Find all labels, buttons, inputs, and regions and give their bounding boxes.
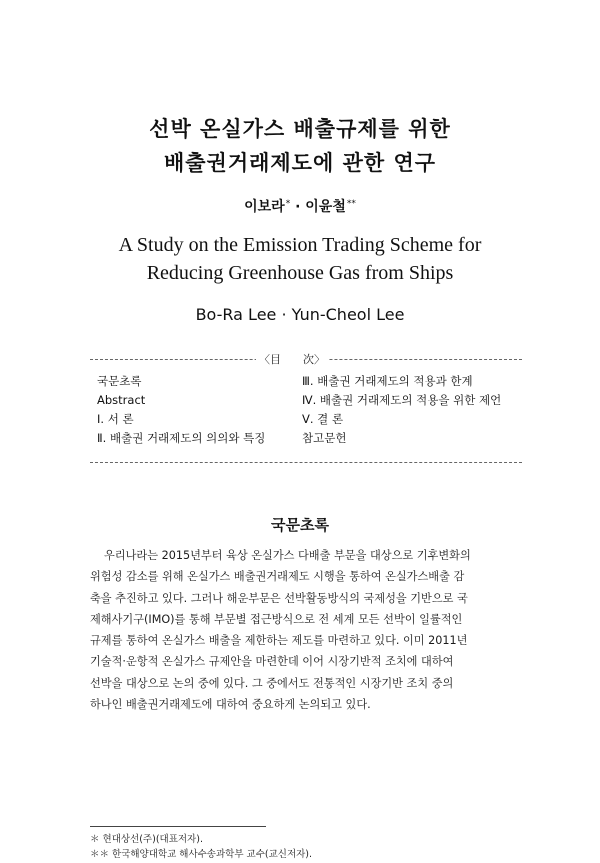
- abstract-line: 축을 추진하고 있다. 그러나 해운부문은 선박활동방식의 국제성을 기반으로 국: [90, 591, 468, 605]
- abstract-line: 규제를 통하여 온실가스 배출을 제한하는 제도를 마련하고 있다. 이미 2011년: [90, 634, 468, 648]
- abstract-line: 우리나라는 2015년부터 육상 온실가스 다배출 부문을 대상으로 기후변화의: [104, 549, 471, 562]
- author-1-mark: *: [285, 199, 291, 209]
- korean-title-line-1: 선박 온실가스 배출규제를 위한: [149, 117, 451, 141]
- abstract-line: 위험성 감소를 위해 온실가스 배출권거래제도 시행을 통하여 온실가스배출 감: [90, 570, 465, 584]
- abstract-body: [90, 545, 522, 715]
- toc-item: Ⅱ. 배출권 거래제도의 의의와 특징: [97, 431, 266, 445]
- toc-item: Ⅲ. 배출권 거래제도의 적용과 한계: [302, 374, 473, 388]
- english-authors: Bo-Ra Lee · Yun-Cheol Lee: [195, 305, 405, 324]
- author-1-name: 이보라: [244, 199, 285, 215]
- korean-authors: [0, 196, 600, 216]
- author-2-mark: **: [346, 199, 356, 209]
- abstract-line: 제해사기구(IMO)를 통해 부문별 접근방식으로 전 세계 모든 선박이 일률적인: [90, 612, 463, 626]
- toc-item: Ⅳ. 배출권 거래제도의 적용을 위한 제언: [302, 393, 502, 407]
- abstract-line: 선박을 대상으로 논의 중에 있다. 그 중에서도 전통적인 시장기반 조치 중의: [90, 676, 454, 690]
- footnote-1: ＊ 현대상선(주)(대표저자).: [90, 834, 203, 845]
- abstract-line: 기술적·운항적 온실가스 규제안을 마련한데 이어 시장기반적 조치에 대하여: [90, 655, 454, 669]
- toc-right-column: [302, 372, 501, 448]
- english-title-line-2: Reducing Greenhouse Gas from Ships: [146, 262, 454, 284]
- footnote-2: ＊＊ 한국해양대학교 해사수송과학부 교수(교신저자).: [90, 849, 313, 860]
- toc-item: Ⅴ. 결 론: [302, 412, 344, 426]
- abstract-line: 하나인 배출권거래제도에 대하여 중요하게 논의되고 있다.: [90, 698, 371, 712]
- toc-item: Ⅰ. 서 론: [97, 412, 134, 426]
- author-separator: ·: [290, 199, 306, 215]
- author-2-name: 이윤철: [305, 199, 346, 215]
- english-title-line-1: A Study on the Emission Trading Scheme for: [118, 234, 482, 256]
- toc-item: 참고문헌: [302, 431, 347, 445]
- abstract-heading: 국문초록: [271, 516, 329, 534]
- toc-label: 〈目 次〉: [256, 351, 328, 367]
- toc-left-column: [97, 372, 265, 448]
- toc-item: Abstract: [97, 393, 146, 407]
- footnotes: [90, 832, 522, 862]
- footnote-divider: [90, 826, 266, 827]
- toc-item: 국문초록: [97, 374, 142, 388]
- korean-title-line-2: 배출권거래제도에 관한 연구: [163, 151, 437, 175]
